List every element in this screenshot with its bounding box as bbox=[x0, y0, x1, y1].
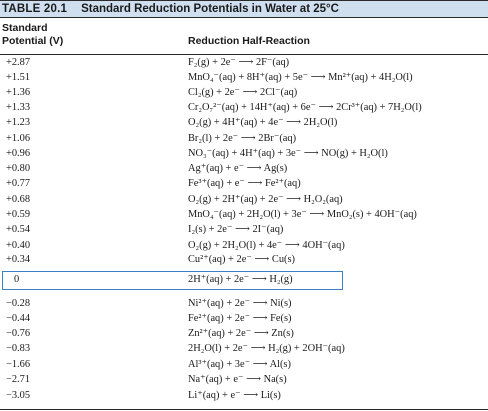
potential-cell: 0 bbox=[14, 274, 20, 285]
reaction-cell: Br₂(l) + 2e⁻ ⟶ 2Br⁻(aq) bbox=[188, 133, 297, 144]
potential-cell: −0.44 bbox=[6, 313, 31, 324]
table-number: TABLE 20.1 bbox=[2, 3, 68, 15]
potential-cell: +1.33 bbox=[6, 102, 31, 113]
potential-cell: −0.28 bbox=[6, 298, 31, 309]
table-row bbox=[0, 57, 488, 69]
reaction-cell: Cl₂(g) + 2e⁻ ⟶ 2Cl⁻(aq) bbox=[188, 87, 298, 98]
potential-cell: +1.36 bbox=[6, 87, 31, 98]
potential-cell: +1.51 bbox=[6, 72, 31, 83]
potential-cell: +0.34 bbox=[6, 254, 31, 265]
reaction-cell: I₂(s) + 2e⁻ ⟶ 2I⁻(aq) bbox=[188, 224, 284, 235]
table-row bbox=[0, 87, 488, 99]
table-row bbox=[0, 254, 488, 266]
reaction-cell: Ni²⁺(aq) + 2e⁻ ⟶ Ni(s) bbox=[188, 298, 292, 309]
potential-cell: −2.71 bbox=[6, 374, 31, 385]
potential-cell: +2.87 bbox=[6, 57, 31, 68]
reaction-cell: Zn²⁺(aq) + 2e⁻ ⟶ Zn(s) bbox=[188, 328, 294, 339]
table-row bbox=[0, 240, 488, 252]
reaction-cell: MnO₄⁻(aq) + 8H⁺(aq) + 5e⁻ ⟶ Mn²⁺(aq) + 4H₂O(l) bbox=[188, 72, 413, 83]
reaction-cell: Fe³⁺(aq) + e⁻ ⟶ Fe²⁺(aq) bbox=[188, 178, 301, 189]
potential-column-header bbox=[2, 22, 63, 48]
table-row bbox=[0, 343, 488, 355]
potential-cell: +0.77 bbox=[6, 178, 31, 189]
table-row bbox=[0, 374, 488, 386]
potential-cell: −0.83 bbox=[6, 343, 31, 354]
table-row bbox=[0, 148, 488, 160]
table-row bbox=[0, 133, 488, 145]
table-row bbox=[0, 298, 488, 310]
reaction-cell: O₂(g) + 2H⁺(aq) + 2e⁻ ⟶ H₂O₂(aq) bbox=[188, 194, 343, 205]
header-divider bbox=[0, 54, 488, 55]
potential-cell: +0.54 bbox=[6, 224, 31, 235]
table-row bbox=[0, 163, 488, 175]
reaction-cell: O₂(g) + 4H⁺(aq) + 4e⁻ ⟶ 2H₂O(l) bbox=[188, 117, 338, 128]
potential-cell: +1.06 bbox=[6, 133, 31, 144]
potential-cell: +0.80 bbox=[6, 163, 31, 174]
reaction-cell: Cr₂O₇²⁻(aq) + 14H⁺(aq) + 6e⁻ ⟶ 2Cr³⁺(aq) + 7H₂O(l) bbox=[188, 102, 422, 113]
potential-cell: +0.96 bbox=[6, 148, 31, 159]
table-row bbox=[0, 72, 488, 84]
table-row bbox=[0, 359, 488, 371]
table-row bbox=[0, 194, 488, 206]
potential-cell: −3.05 bbox=[6, 390, 31, 401]
table-row bbox=[0, 328, 488, 340]
reaction-column-header: Reduction Half-Reaction bbox=[188, 35, 310, 47]
reaction-cell: NO₃⁻(aq) + 4H⁺(aq) + 3e⁻ ⟶ NO(g) + H₂O(l) bbox=[188, 148, 388, 159]
reaction-cell: MnO₄⁻(aq) + 2H₂O(l) + 3e⁻ ⟶ MnO₂(s) + 4OH⁻(aq) bbox=[188, 209, 417, 220]
reaction-cell: Al³⁺(aq) + 3e⁻ ⟶ Al(s) bbox=[188, 359, 291, 370]
table-title: Standard Reduction Potentials in Water at 25°C bbox=[81, 3, 339, 15]
table-row bbox=[0, 224, 488, 236]
reaction-cell: 2H⁺(aq) + 2e⁻ ⟶ H₂(g) bbox=[188, 274, 293, 285]
table-row bbox=[0, 390, 488, 402]
reaction-cell: Li⁺(aq) + e⁻ ⟶ Li(s) bbox=[188, 390, 281, 401]
potential-cell: −1.66 bbox=[6, 359, 31, 370]
potential-cell: +0.68 bbox=[6, 194, 31, 205]
potential-cell: +0.40 bbox=[6, 240, 31, 251]
table-row bbox=[0, 117, 488, 129]
reaction-cell: 2H₂O(l) + 2e⁻ ⟶ H₂(g) + 2OH⁻(aq) bbox=[188, 343, 345, 354]
table-title-bar bbox=[0, 0, 488, 18]
reaction-cell: Fe²⁺(aq) + 2e⁻ ⟶ Fe(s) bbox=[188, 313, 292, 324]
table-row-reference bbox=[0, 274, 488, 286]
potential-header-line1: Standard bbox=[2, 22, 48, 34]
table-row bbox=[0, 178, 488, 190]
potential-cell: −0.76 bbox=[6, 328, 31, 339]
table-row bbox=[0, 102, 488, 114]
reaction-cell: Na⁺(aq) + e⁻ ⟶ Na(s) bbox=[188, 374, 287, 385]
reaction-cell: O₂(g) + 2H₂O(l) + 4e⁻ ⟶ 4OH⁻(aq) bbox=[188, 240, 345, 251]
potential-header-line2: Potential (V) bbox=[2, 35, 64, 47]
potential-cell: +0.59 bbox=[6, 209, 31, 220]
table-header bbox=[0, 22, 488, 52]
reaction-cell: Cu²⁺(aq) + 2e⁻ ⟶ Cu(s) bbox=[188, 254, 295, 265]
table-bottom-rule bbox=[0, 409, 488, 410]
reaction-cell: F₂(g) + 2e⁻ ⟶ 2F⁻(aq) bbox=[188, 57, 290, 68]
table-row bbox=[0, 313, 488, 325]
table-row bbox=[0, 209, 488, 221]
reaction-cell: Ag⁺(aq) + e⁻ ⟶ Ag(s) bbox=[188, 163, 288, 174]
potential-cell: +1.23 bbox=[6, 117, 31, 128]
